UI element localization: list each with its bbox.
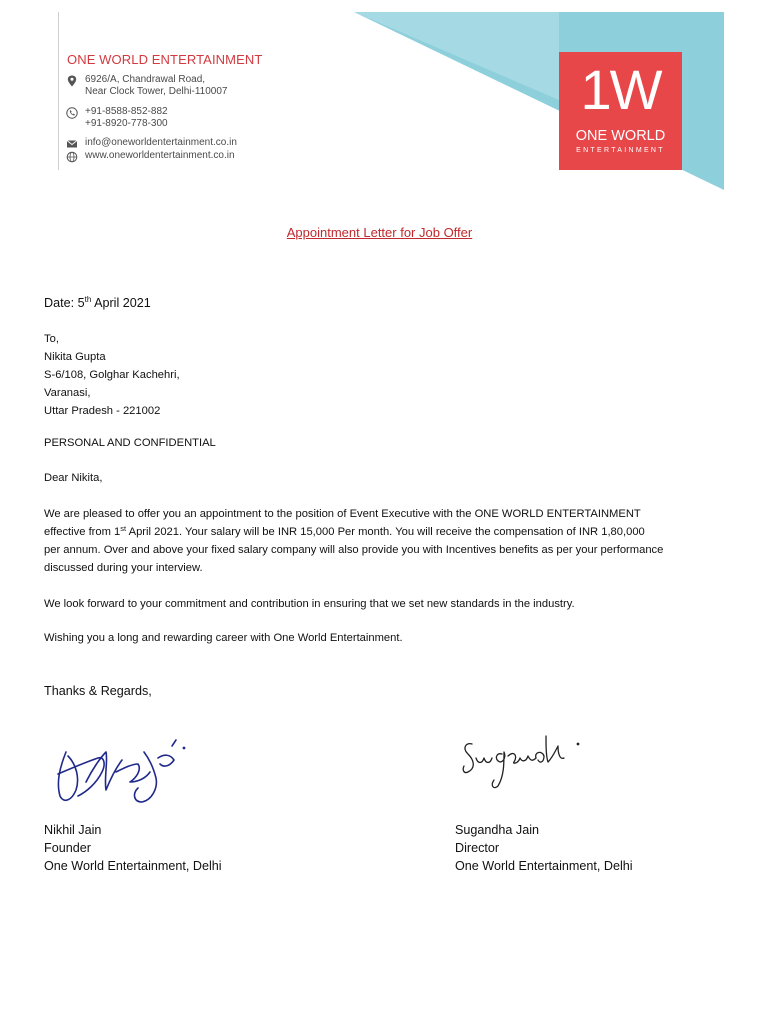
address-line1: 6926/A, Chandrawal Road, xyxy=(85,74,206,85)
signer-name: Nikhil Jain xyxy=(44,823,102,837)
mail-icon xyxy=(66,138,80,150)
recipient-line: Uttar Pradesh - 221002 xyxy=(44,405,161,417)
salutation: Dear Nikita, xyxy=(44,472,103,484)
recipient-address xyxy=(44,330,180,420)
phone-1: +91-8588-852-882 xyxy=(85,106,168,117)
email-text: info@oneworldentertainment.co.in xyxy=(85,137,237,148)
globe-icon xyxy=(66,151,80,163)
closing-regards: Thanks & Regards, xyxy=(44,684,152,698)
recipient-line: To, xyxy=(44,333,59,345)
offer-paragraph xyxy=(44,505,734,577)
director-signature-block xyxy=(455,821,633,875)
logo-mark: 1W xyxy=(580,58,661,121)
address-text xyxy=(85,74,227,97)
address-line2: Near Clock Tower, Delhi-110007 xyxy=(85,85,228,97)
date-superscript: th xyxy=(84,295,92,304)
paragraph-fragment: April 2021. Your salary will be INR 15,000 Per month. You will receive the compensation of INR 1,80,000 xyxy=(126,526,645,538)
company-logo xyxy=(559,52,682,170)
director-signature-image xyxy=(458,724,588,796)
phone-icon xyxy=(66,107,80,119)
signer-role: Founder xyxy=(44,841,91,855)
website-text: www.oneworldentertainment.co.in xyxy=(85,150,235,161)
recipient-line: Varanasi, xyxy=(44,387,91,399)
paragraph-line xyxy=(44,523,734,541)
signer-organization: One World Entertainment, Delhi xyxy=(455,859,633,873)
founder-signature-image xyxy=(46,712,196,812)
date-suffix: April 2021 xyxy=(91,296,151,310)
signer-role: Director xyxy=(455,841,500,855)
paragraph-line: discussed during your interview. xyxy=(44,562,203,574)
founder-signature-block xyxy=(44,821,222,875)
signer-name: Sugandha Jain xyxy=(455,823,540,837)
recipient-line: Nikita Gupta xyxy=(44,351,106,363)
location-pin-icon xyxy=(66,75,80,87)
letter-title: Appointment Letter for Job Offer xyxy=(286,225,473,240)
paragraph-superscript: st xyxy=(120,524,127,533)
commitment-paragraph: We look forward to your commitment and contribution in ensuring that we set new standards in the industry. xyxy=(44,598,575,610)
paragraph-line: per annum. Over and above your fixed salary company will also provide you with Incentives benefits as per your performance xyxy=(44,544,664,556)
logo-subtitle: ENTERTAINMENT xyxy=(576,147,665,154)
paragraph-line: We are pleased to offer you an appointment to the position of Event Executive with the ONE WORLD ENTERTAINMENT xyxy=(44,508,641,520)
confidential-notice: PERSONAL AND CONFIDENTIAL xyxy=(44,437,216,449)
wishes-paragraph: Wishing you a long and rewarding career with One World Entertainment. xyxy=(44,632,403,644)
signer-organization: One World Entertainment, Delhi xyxy=(44,859,222,873)
letter-date xyxy=(44,296,151,310)
recipient-line: S-6/108, Golghar Kachehri, xyxy=(44,369,180,381)
phone-text xyxy=(85,106,168,129)
phone-2: +91-8920-778-300 xyxy=(85,117,168,129)
date-prefix: Date: 5 xyxy=(44,296,85,310)
paragraph-fragment: effective from 1 xyxy=(44,526,121,538)
company-name: ONE WORLD ENTERTAINMENT xyxy=(67,52,263,67)
logo-name: ONE WORLD xyxy=(575,128,666,144)
letterhead-divider xyxy=(58,12,59,170)
